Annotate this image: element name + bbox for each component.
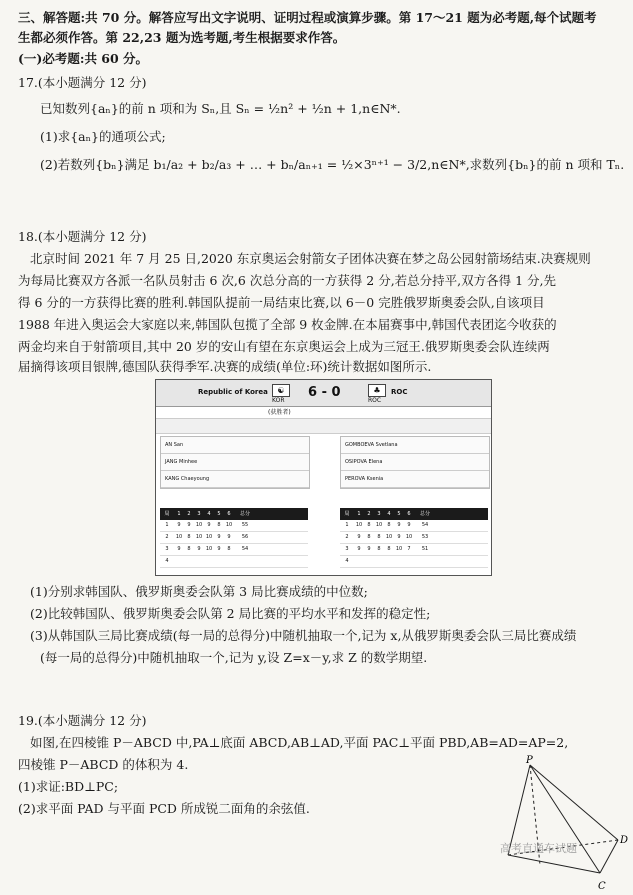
score-cell: 8	[387, 522, 391, 528]
q18-part3a: (3)从韩国队三局比赛成绩(每一局的总得分)中随机抽取一个,记为 x,从俄罗斯奥委会队三局比赛成绩	[30, 628, 577, 643]
score-cell: 4	[345, 558, 349, 564]
q18-text-5: 两金均来自于射箭项目,其中 20 岁的安山有望在东京奥运会上成为三冠王.俄罗斯奥委会队连续两	[18, 339, 550, 354]
header-cell: 2	[187, 511, 191, 517]
score-cell: 54	[241, 546, 249, 552]
score-row	[340, 532, 488, 544]
score-cell: 10	[195, 534, 203, 540]
score-cell: 9	[357, 546, 361, 552]
score-cell: 8	[227, 546, 231, 552]
score-cell: 8	[187, 534, 191, 540]
player-row: AN San	[161, 437, 309, 454]
score-cell: 10	[225, 522, 233, 528]
q17-part2: (2)若数列{bₙ}满足 b₁/a₂ + b₂/a₃ + … + bₙ/aₙ₊₁ = ½×3ⁿ⁺¹ − 3/2,n∈N*,求数列{bₙ}的前 n 项和 Tₙ.	[40, 157, 625, 172]
player-row: OSIPOVA Elena	[341, 454, 489, 471]
q18-text-6: 届摘得该项目银牌,德国队获得季军.决赛的成绩(单位:环)统计数据如图所示.	[18, 359, 432, 374]
score-cell: 8	[377, 546, 381, 552]
score-table-header	[340, 508, 488, 520]
q18-text-1: 北京时间 2021 年 7 月 25 日,2020 东京奥运会射箭女子团体决赛在梦之岛公园射箭场结束.决赛规则	[30, 251, 591, 266]
score-cell: 1	[165, 522, 169, 528]
vertex-label-p: P	[526, 755, 533, 766]
score-cell: 8	[367, 534, 371, 540]
korea-flag-icon: ☯	[272, 384, 290, 397]
player-row: KANG Chaeyoung	[161, 471, 309, 488]
score-cell: 56	[241, 534, 249, 540]
score-cell: 9	[397, 522, 401, 528]
right-team-code: ROC	[368, 397, 382, 404]
score-cell: 9	[357, 534, 361, 540]
left-players-panel	[160, 436, 310, 489]
q17-header: 17.(本小题满分 12 分)	[18, 75, 147, 90]
score-cell: 8	[217, 522, 221, 528]
score-cell: 7	[407, 546, 411, 552]
score-cell: 10	[395, 546, 403, 552]
roc-flag-icon: ♣	[368, 384, 386, 397]
score-cell: 9	[187, 522, 191, 528]
player-row: PEROVA Ksenia	[341, 471, 489, 488]
score-row	[160, 556, 308, 568]
score-cell: 9	[397, 534, 401, 540]
score-cell: 10	[195, 522, 203, 528]
score-table-header	[160, 508, 308, 520]
edge-base-1	[508, 855, 600, 873]
final-score: 6 - 0	[308, 385, 341, 400]
header-cell: 5	[397, 511, 401, 517]
score-row	[340, 544, 488, 556]
winner-note: (获胜者)	[268, 409, 291, 416]
score-cell: 9	[227, 534, 231, 540]
score-cell: 9	[207, 522, 211, 528]
q19-part1: (1)求证:BD⊥PC;	[18, 779, 119, 794]
header-cell: 4	[207, 511, 211, 517]
score-row	[160, 520, 308, 532]
score-cell: 55	[241, 522, 249, 528]
score-row	[340, 520, 488, 532]
header-cell: 局	[164, 511, 170, 517]
header-cell: 3	[377, 511, 381, 517]
vertex-label-d: D	[620, 835, 629, 846]
right-team-name: ROC	[391, 388, 408, 396]
score-cell: 3	[345, 546, 349, 552]
score-cell: 10	[385, 534, 393, 540]
q19-header: 19.(本小题满分 12 分)	[18, 713, 147, 728]
edge-pc	[530, 765, 600, 873]
player-row: GOMBOEVA Svetlana	[341, 437, 489, 454]
score-cell: 2	[345, 534, 349, 540]
score-cell: 8	[377, 534, 381, 540]
q19-stem2: 四棱锥 P－ABCD 的体积为 4.	[18, 757, 189, 772]
right-players-panel	[340, 436, 490, 489]
q18-text-2: 为每局比赛双方各派一名队员射击 6 次,6 次总分高的一方获得 2 分,若总分持平,双方各得 1 分,先	[18, 273, 557, 288]
q17-part1: (1)求{aₙ}的通项公式;	[40, 129, 166, 144]
score-cell: 10	[375, 522, 383, 528]
q18-text-4: 1988 年进入奥运会大家庭以来,韩国队包揽了全部 9 枚金牌.在本届赛事中,韩国代表团迄今收获的	[18, 317, 557, 332]
header-cell: 1	[357, 511, 361, 517]
header-cell: 4	[387, 511, 391, 517]
right-score-table	[340, 508, 488, 568]
q18-part2: (2)比较韩国队、俄罗斯奥委会队第 2 局比赛的平均水平和发挥的稳定性;	[30, 606, 431, 621]
header-cell: 6	[227, 511, 231, 517]
score-cell: 9	[367, 546, 371, 552]
q18-header: 18.(本小题满分 12 分)	[18, 229, 147, 244]
edge-pd	[530, 765, 618, 840]
score-cell: 10	[205, 534, 213, 540]
score-cell: 10	[405, 534, 413, 540]
score-cell: 9	[217, 546, 221, 552]
score-cell: 3	[165, 546, 169, 552]
score-cell: 10	[205, 546, 213, 552]
score-cell: 4	[165, 558, 169, 564]
header-cell: 2	[367, 511, 371, 517]
score-cell: 9	[217, 534, 221, 540]
pyramid-figure	[500, 755, 630, 895]
header-cell: 总分	[419, 511, 430, 517]
score-row	[160, 532, 308, 544]
score-cell: 9	[197, 546, 201, 552]
score-cell: 1	[345, 522, 349, 528]
scoreboard-figure	[155, 379, 492, 576]
score-cell: 9	[177, 546, 181, 552]
separator-band	[156, 418, 491, 434]
q19-part2: (2)求平面 PAD 与平面 PCD 所成锐二面角的余弦值.	[18, 801, 310, 816]
score-row	[340, 556, 488, 568]
header-cell: 总分	[239, 511, 250, 517]
q18-text-3: 得 6 分的一方获得比赛的胜利.韩国队提前一局结束比赛,以 6－0 完胜俄罗斯奥委会队,自该项目	[18, 295, 545, 310]
score-cell: 54	[421, 522, 429, 528]
left-score-table	[160, 508, 308, 568]
left-team-code: KOR	[272, 397, 285, 404]
header-cell: 5	[217, 511, 221, 517]
header-cell: 局	[344, 511, 350, 517]
score-cell: 2	[165, 534, 169, 540]
vertex-label-c: C	[598, 881, 606, 892]
player-row: JANG Minhee	[161, 454, 309, 471]
q18-part3b: (每一局的总得分)中随机抽取一个,记为 y,设 Z=x－y,求 Z 的数学期望.	[40, 650, 428, 665]
q17-stem: 已知数列{aₙ}的前 n 项和为 Sₙ,且 Sₙ = ½n² + ½n + 1,n∈N*.	[40, 101, 401, 116]
score-cell: 8	[187, 546, 191, 552]
score-cell: 8	[387, 546, 391, 552]
section-title: 三、解答题:共 70 分。解答应写出文字说明、证明过程或演算步骤。第 17～21 题为必考题,每个试题考	[18, 10, 597, 25]
score-cell: 10	[355, 522, 363, 528]
score-cell: 10	[175, 534, 183, 540]
section-title-cont: 生都必须作答。第 22,23 题为选考题,考生根据要求作答。	[18, 30, 346, 45]
score-cell: 53	[421, 534, 429, 540]
left-team-name: Republic of Korea	[198, 388, 268, 396]
header-cell: 6	[407, 511, 411, 517]
q19-stem1: 如图,在四棱锥 P－ABCD 中,PA⊥底面 ABCD,AB⊥AD,平面 PAC⊥平面 PBD,AB=AD=AP=2,	[30, 735, 569, 750]
q18-part1: (1)分别求韩国队、俄罗斯奥委会队第 3 局比赛成绩的中位数;	[30, 584, 368, 599]
score-row	[160, 544, 308, 556]
score-cell: 9	[177, 522, 181, 528]
score-cell: 51	[421, 546, 429, 552]
score-cell: 8	[367, 522, 371, 528]
header-cell: 1	[177, 511, 181, 517]
watermark: 高考直通车试题	[500, 842, 577, 855]
score-cell: 9	[407, 522, 411, 528]
header-cell: 3	[197, 511, 201, 517]
required-part-label: (一)必考题:共 60 分。	[18, 51, 149, 66]
